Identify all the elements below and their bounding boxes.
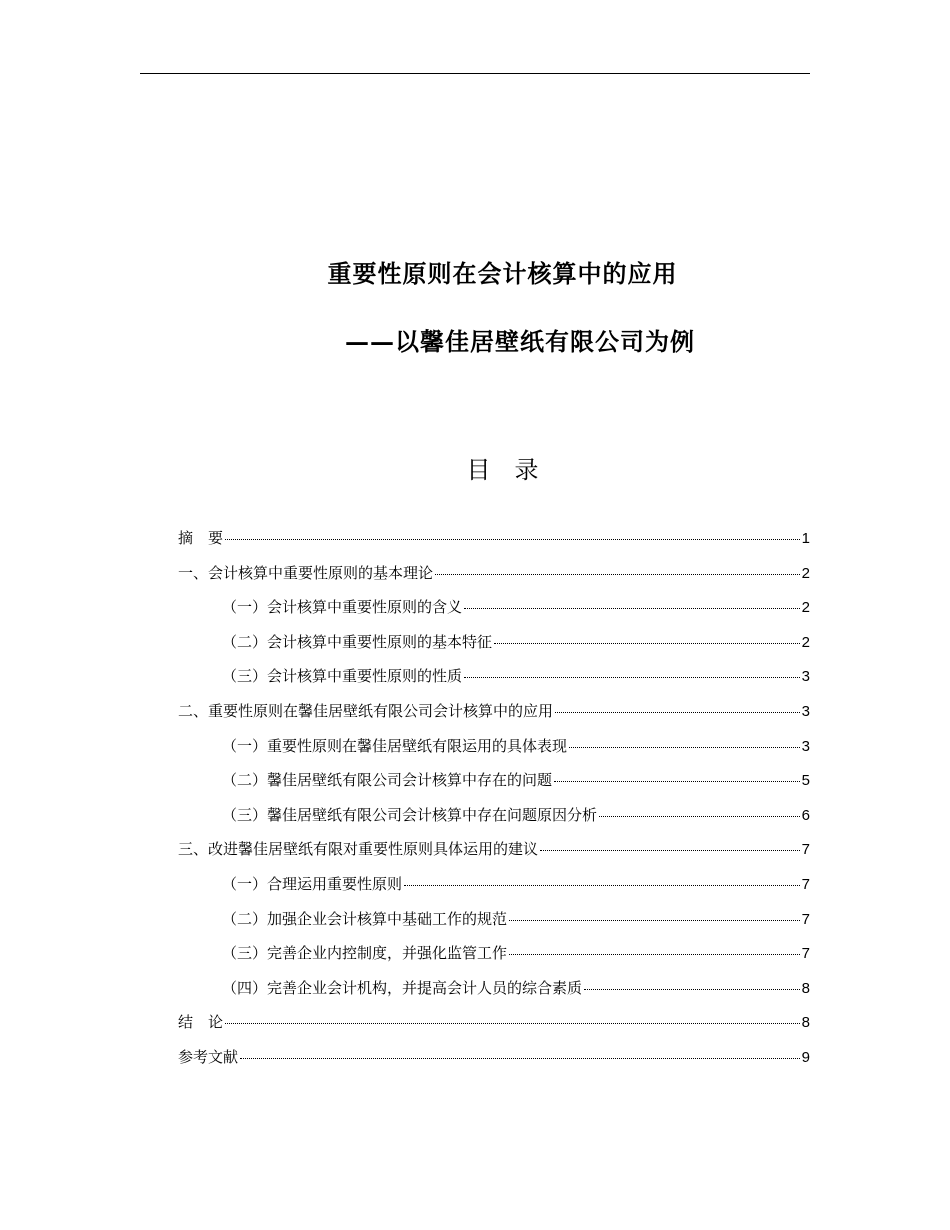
toc-entry-page: 7 <box>801 945 810 963</box>
toc-entry[interactable] <box>178 596 810 631</box>
toc-entry[interactable] <box>178 735 810 770</box>
toc-entry-page: 5 <box>801 772 810 790</box>
toc-dot-leader <box>435 574 800 575</box>
header-rule <box>140 73 810 74</box>
toc-entry-page: 7 <box>801 875 810 893</box>
toc-entry[interactable] <box>178 942 810 977</box>
toc-entry-page: 8 <box>801 979 810 997</box>
toc-dot-leader <box>509 920 800 921</box>
toc-entry-page: 2 <box>801 599 810 617</box>
toc-entry-text: （二）会计核算中重要性原则的基本特征 <box>222 632 493 651</box>
toc-entry-page: 2 <box>801 564 810 582</box>
toc-entry-text: （三）会计核算中重要性原则的性质 <box>222 667 463 686</box>
toc-entry-text: （一）重要性原则在馨佳居壁纸有限运用的具体表现 <box>222 736 568 755</box>
toc-entry[interactable] <box>178 631 810 666</box>
toc-entry-page: 7 <box>801 910 810 928</box>
toc-dot-leader <box>464 608 800 609</box>
toc-entry-page: 8 <box>801 1014 810 1032</box>
toc-entry[interactable] <box>178 1046 810 1081</box>
document-subtitle: ——以馨佳居壁纸有限公司为例 <box>345 327 695 356</box>
toc-entry-text: （二）加强企业会计核算中基础工作的规范 <box>222 909 508 928</box>
toc-dot-leader <box>494 643 800 644</box>
toc-entry-text: 一、会计核算中重要性原则的基本理论 <box>178 563 434 582</box>
toc-entry-text: （一）会计核算中重要性原则的含义 <box>222 598 463 617</box>
toc-entry-page: 3 <box>801 668 810 686</box>
toc-dot-leader <box>225 539 800 540</box>
toc-dot-leader <box>554 781 800 782</box>
toc-dot-leader <box>555 712 800 713</box>
toc-entry-page: 3 <box>801 737 810 755</box>
toc-entry[interactable] <box>178 700 810 735</box>
toc-dot-leader <box>240 1058 800 1059</box>
toc-entry-text: （三）馨佳居壁纸有限公司会计核算中存在问题原因分析 <box>222 805 598 824</box>
toc-entry-text: 摘 要 <box>178 529 224 547</box>
toc-entry-page: 1 <box>801 530 810 547</box>
toc-entry-text: 参考文献 <box>178 1047 239 1066</box>
toc-dot-leader <box>540 850 800 851</box>
toc-heading: 目 录 <box>466 456 539 484</box>
toc-entry[interactable] <box>178 665 810 700</box>
toc-entry[interactable] <box>178 977 810 1012</box>
toc-dot-leader <box>225 1023 800 1024</box>
toc-dot-leader <box>464 677 800 678</box>
toc-entry[interactable] <box>178 908 810 943</box>
document-title: 重要性原则在会计核算中的应用 <box>327 259 678 288</box>
toc-entry-page: 7 <box>801 841 810 859</box>
toc-entry-page: 6 <box>801 806 810 824</box>
toc-entry-text: （四）完善企业会计机构，并提高会计人员的综合素质 <box>222 978 583 997</box>
toc-dot-leader <box>569 747 800 748</box>
toc-entry-text: 三、改进馨佳居壁纸有限对重要性原则具体运用的建议 <box>178 840 539 859</box>
toc-dot-leader <box>509 954 800 955</box>
toc-dot-leader <box>584 989 800 990</box>
toc-entry-text: （三）完善企业内控制度，并强化监管工作 <box>222 944 508 963</box>
toc-entry-text: （一）合理运用重要性原则 <box>222 874 403 893</box>
toc-entry-text: （二）馨佳居壁纸有限公司会计核算中存在的问题 <box>222 771 553 790</box>
toc-entry[interactable] <box>178 838 810 873</box>
toc-entry-text: 二、重要性原则在馨佳居壁纸有限公司会计核算中的应用 <box>178 701 554 720</box>
table-of-contents <box>178 527 810 1081</box>
toc-entry[interactable] <box>178 562 810 597</box>
toc-dot-leader <box>404 885 800 886</box>
toc-entry[interactable] <box>178 527 810 562</box>
toc-entry[interactable] <box>178 769 810 804</box>
toc-entry[interactable] <box>178 873 810 908</box>
toc-entry[interactable] <box>178 804 810 839</box>
toc-entry[interactable] <box>178 1011 810 1046</box>
toc-entry-text: 结 论 <box>178 1013 224 1032</box>
toc-dot-leader <box>599 816 800 817</box>
toc-entry-page: 9 <box>801 1048 810 1066</box>
toc-entry-page: 2 <box>801 633 810 651</box>
toc-entry-page: 3 <box>801 702 810 720</box>
